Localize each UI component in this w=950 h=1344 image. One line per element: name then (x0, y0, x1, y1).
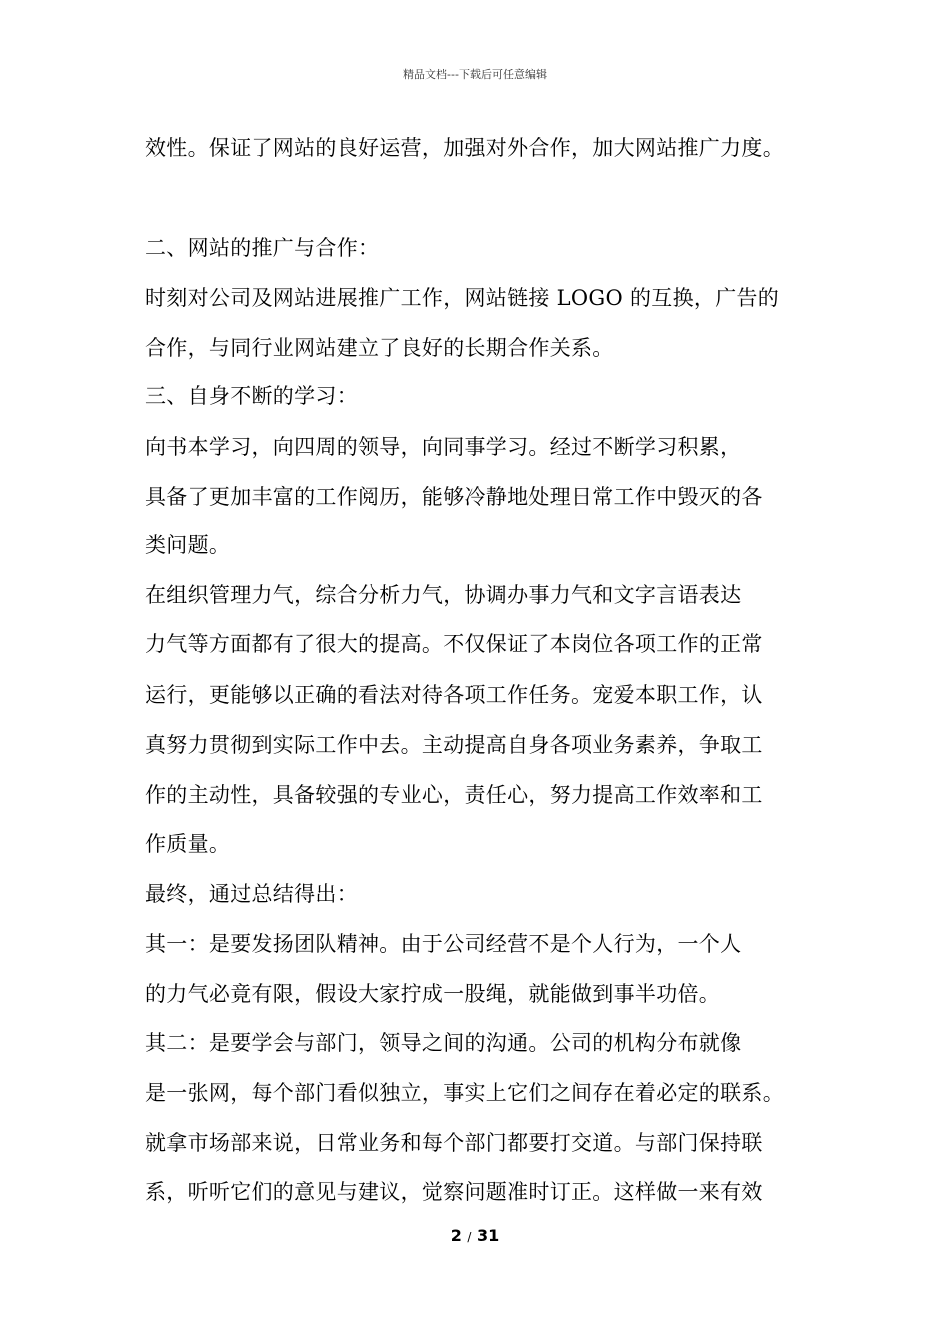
paragraph-line: 在组织管理力气，综合分析力气，协调办事力气和文字言语表达 (145, 583, 742, 607)
paragraph-line: 就拿市场部来说，日常业务和每个部门都要打交道。与部门保持联 (145, 1131, 763, 1155)
paragraph-line: 合作，与同行业网站建立了良好的长期合作关系。 (145, 336, 614, 360)
paragraph-line: 类问题。 (145, 533, 231, 557)
paragraph-line: 效性。保证了网站的良好运营，加强对外合作，加大网站推广力度。 (145, 136, 784, 160)
paragraph-line: 作的主动性，具备较强的专业心，责任心，努力提高工作效率和工 (145, 783, 763, 807)
paragraph-line: 力气等方面都有了很大的提高。不仅保证了本岗位各项工作的正常 (145, 632, 763, 656)
paragraph-line: 运行，更能够以正确的看法对待各项工作任务。宠爱本职工作，认 (145, 683, 763, 707)
current-page-number: 2 (450, 1226, 462, 1245)
total-pages-number: 31 (477, 1226, 500, 1245)
paragraph-line: 是一张网，每个部门看似独立，事实上它们之间存在着必定的联系。 (145, 1081, 784, 1105)
paragraph-line: 其二：是要学会与部门，领导之间的沟通。公司的机构分布就像 (145, 1031, 742, 1055)
section-heading: 二、网站的推广与合作： (145, 236, 380, 260)
section-heading: 最终，通过总结得出： (145, 882, 358, 906)
page-number (0, 1226, 950, 1245)
paragraph-line: 真努力贯彻到实际工作中去。主动提高自身各项业务素养，争取工 (145, 733, 763, 757)
paragraph-line: 系，听听它们的意见与建议，觉察问题准时订正。这样做一来有效 (145, 1180, 763, 1204)
paragraph-line: 的力气必竟有限，假设大家拧成一股绳，就能做到事半功倍。 (145, 982, 721, 1006)
page-separator: / (467, 1230, 472, 1244)
paragraph-line: 作质量。 (145, 832, 231, 856)
paragraph-line: 时刻对公司及网站进展推广工作，网站链接 LOGO 的互换，广告的 (145, 286, 780, 310)
paragraph-line: 具备了更加丰富的工作阅历，能够冷静地处理日常工作中毁灭的各 (145, 485, 763, 509)
paragraph-line: 向书本学习，向四周的领导，向同事学习。经过不断学习积累， (145, 435, 742, 459)
page-header-note: 精品文档---下载后可任意编辑 (403, 68, 547, 81)
paragraph-line: 其一：是要发扬团队精神。由于公司经营不是个人行为，一个人 (145, 932, 742, 956)
section-heading: 三、自身不断的学习： (145, 384, 358, 408)
